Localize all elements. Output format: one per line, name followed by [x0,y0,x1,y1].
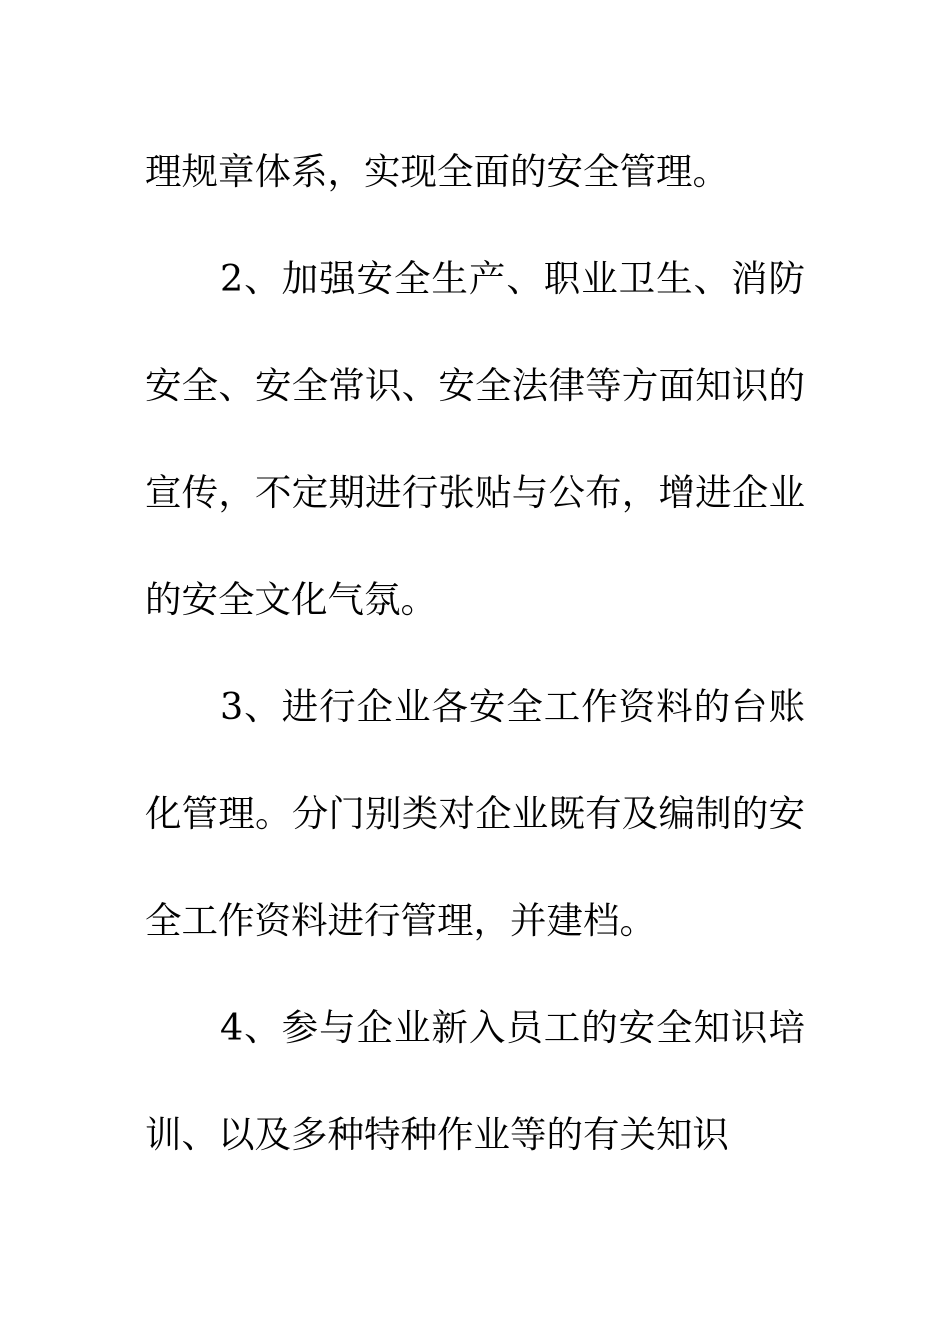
document-body [145,118,805,1188]
paragraph-item-4: 4、参与企业新入员工的安全知识培训、以及多种特种作业等的有关知识 [145,1006,805,1156]
paragraph-item-3: 3、进行企业各安全工作资料的台账化管理。分门别类对企业既有及编制的安全工作资料进行管理，并建档。 [145,685,805,942]
paragraph-item-2: 2、加强安全生产、职业卫生、消防安全、安全常识、安全法律等方面知识的宣传，不定期进行张贴与公布，增进企业的安全文化气氛。 [145,257,805,621]
paragraph-continuation: 理规章体系，实现全面的安全管理。 [145,150,729,193]
